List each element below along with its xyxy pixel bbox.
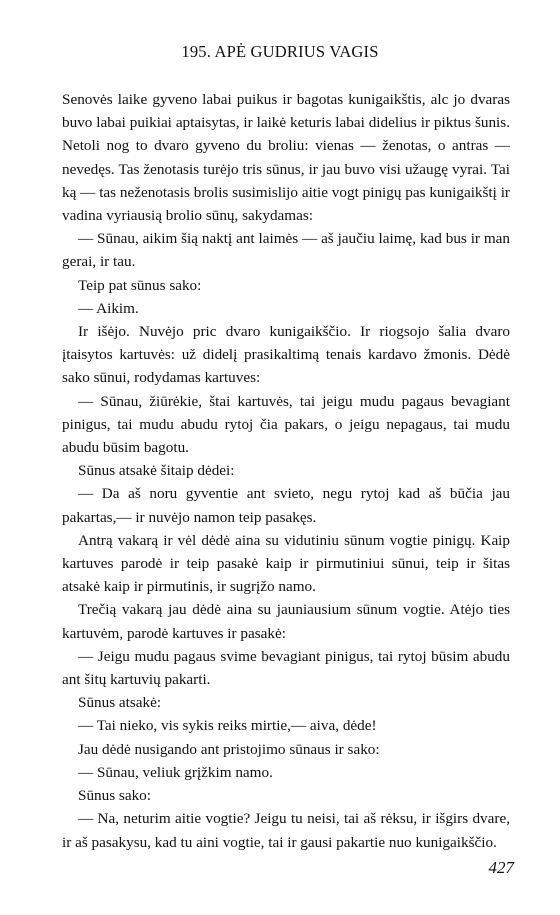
chapter-title: 195. APĖ GUDRIUS VAGIS: [181, 42, 379, 61]
paragraph: — Na, neturim aitie vogtie? Jeigu tu neisi, tai aš rėksu, ir išgirs dvare, ir aš pasakysu, kad tu aini vogtie, tai ir gausi pakartie nuo kunigaikščio.: [62, 810, 510, 851]
page-number: 427: [488, 858, 514, 877]
paragraph: Senovės laike gyveno labai puikus ir bagotas kunigaikštis, alc jo dvaras buvo labai puikiai aptaisytas, ir laikė keturis labai didelius ir piktus šunis. Netoli nog to dvaro gyveno du broliu: vienas — ženotas, o antras — nevedęs. Tas ženotasis turėjo tris sūnus, ir jau buvo visi užaugę vyrai. Tai ką — tas neženotasis brolis susimislijo aitie vogt pinigų pas kunigaikštį ir vadina vyriausią brolio sūnų, sakydamas:: [62, 91, 510, 225]
paragraph: Antrą vakarą ir vėl dėdė aina su vidutiniu sūnum vogtie pinigų. Kaip kartuves parodė ir teip pasakė kaip ir pirmutiniui sūnui, teip ir šitas atsakė kaip ir pirmutinis, ir sugrįžo namo.: [62, 531, 510, 596]
story-text: [62, 88, 510, 854]
paragraph: Teip pat sūnus sako:: [78, 276, 202, 294]
paragraph: — Sūnau, aikim šią naktį ant laimės — aš jaučiu laimę, kad bus ir man gerai, ir tau.: [62, 230, 510, 271]
paragraph: — Aikim.: [78, 299, 139, 317]
paragraph: Sūnus atsakė šitaip dėdei:: [78, 462, 235, 480]
paragraph: — Tai nieko, vis sykis reiks mirtie,— aiva, dėde!: [78, 717, 377, 735]
paragraph: Trečią vakarą jau dėdė aina su jauniausium sūnum vogtie. Atėjo ties kartuvėm, parodė kartuves ir pasakė:: [62, 601, 510, 642]
paragraph: — Sūnau, veliuk grįžkim namo.: [78, 763, 273, 781]
paragraph: Jau dėdė nusigando ant pristojimo sūnaus ir sako:: [78, 740, 380, 758]
paragraph: Sūnus atsakė:: [78, 694, 162, 712]
paragraph: — Sūnau, žiūrėkie, štai kartuvės, tai jeigu mudu pagaus bevagiant pinigus, tai mudu abudu rytoj čia pakars, o jeigu nepagaus, tai mudu abudu būsim bagotu.: [62, 392, 510, 457]
paragraph: Sūnus sako:: [78, 787, 151, 805]
paragraph: Ir išėjo. Nuvėjo pric dvaro kunigaikščio. Ir riogsojo šalia dvaro įtaisytos kartuvės: už didelį prasikaltimą tenais kardavo žmonis. Dėdė sako sūnui, rodydamas kartuves:: [62, 323, 510, 387]
paragraph: — Jeigu mudu pagaus svime bevagiant pinigus, tai rytoj būsim abudu ant šitų kartuvių pakarti.: [62, 647, 510, 689]
paragraph: — Da aš noru gyventie ant svieto, negu rytoj kad aš būčia jau pakartas,— ir nuvėjo namon teip pasakęs.: [62, 485, 510, 526]
